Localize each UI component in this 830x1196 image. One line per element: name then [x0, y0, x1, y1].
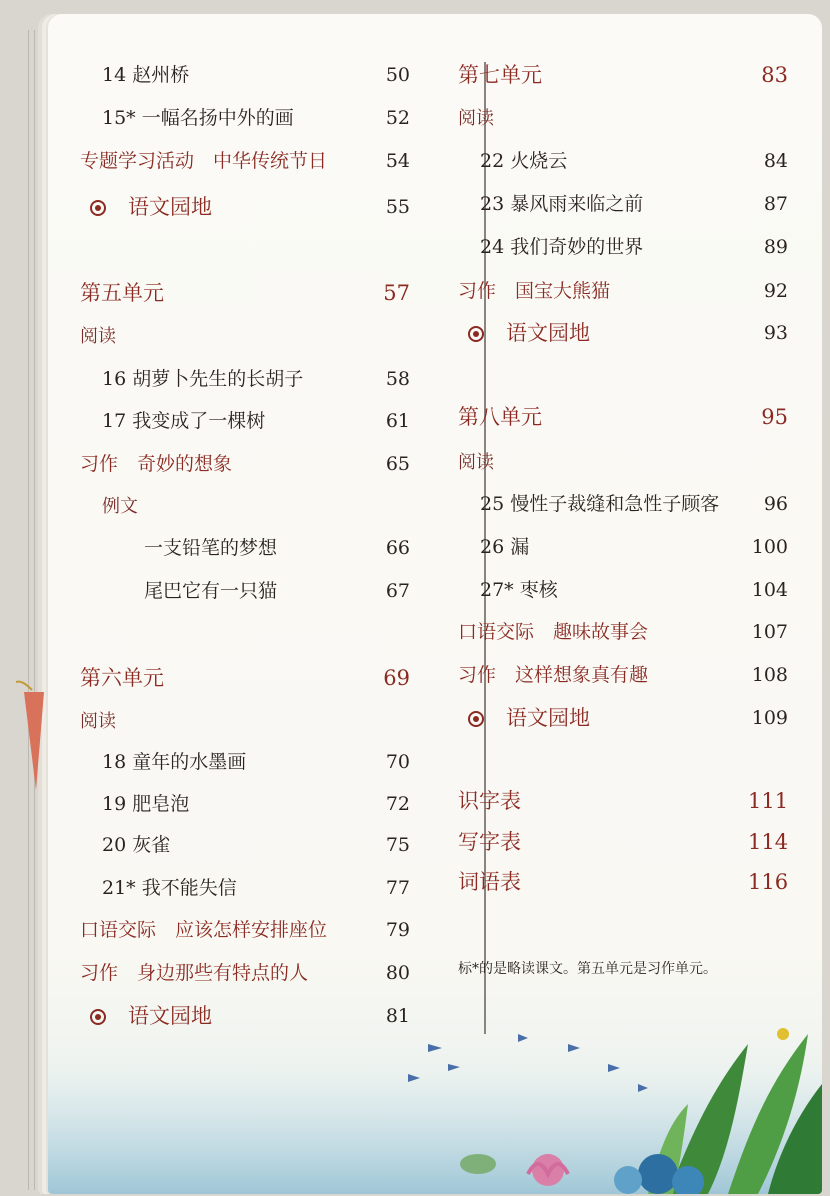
leader-dots: [548, 404, 744, 430]
entry-label: 语文园地: [506, 706, 590, 730]
leader-dots: [527, 788, 744, 814]
leader-dots: [195, 791, 366, 817]
leader-dots: [548, 62, 744, 88]
sea-plants-fish-illustration: [48, 1004, 822, 1194]
toc-entry[interactable]: [102, 366, 410, 392]
leader-dots: [283, 535, 366, 561]
leader-dots: [596, 320, 744, 346]
toc-entry[interactable]: [102, 791, 410, 817]
toc-entry[interactable]: [480, 234, 788, 260]
page-number: 111: [748, 789, 789, 813]
page-number: 66: [385, 537, 410, 559]
entry-label: 阅读: [458, 108, 494, 129]
entry-label: 26 漏: [480, 536, 530, 558]
leader-dots: [616, 278, 744, 304]
circle-target-icon: [468, 326, 484, 342]
page-number: 109: [751, 707, 788, 729]
page-number: 93: [763, 322, 788, 344]
entry-label: 阅读: [80, 711, 116, 732]
leader-dots: [333, 917, 366, 943]
page-number: 92: [763, 280, 788, 302]
leader-dots: [654, 619, 744, 645]
page-number: 87: [763, 193, 788, 215]
page-number: 116: [748, 870, 789, 894]
entry-label: 语文园地: [506, 321, 590, 345]
toc-entry[interactable]: [102, 749, 410, 775]
page-number: 61: [385, 410, 410, 432]
page-number: 108: [751, 664, 788, 686]
entry-label: 口语交际 趣味故事会: [458, 621, 649, 643]
section-heading: [458, 104, 788, 130]
leader-dots: [238, 451, 366, 477]
entry-label: 24 我们奇妙的世界: [480, 236, 644, 258]
entry-label: 习作 奇妙的想象: [80, 453, 233, 475]
leader-dots: [176, 832, 366, 858]
toc-entry[interactable]: [102, 62, 410, 88]
entry-label: 27* 枣核: [480, 579, 558, 601]
entry-label: 21* 我不能失信: [102, 877, 237, 899]
toc-entry[interactable]: [102, 105, 410, 131]
contents-page: [48, 14, 822, 1194]
leader-dots: [271, 408, 366, 434]
toc-entry[interactable]: [458, 619, 788, 645]
toc-entry[interactable]: [468, 320, 788, 347]
page-number: 95: [761, 405, 788, 429]
unit-title[interactable]: [458, 869, 788, 895]
leader-dots: [252, 749, 366, 775]
page-number: 72: [385, 793, 410, 815]
leader-dots: [170, 665, 366, 691]
page-number: 83: [761, 63, 788, 87]
leader-dots: [564, 577, 744, 603]
entry-label: 口语交际 应该怎样安排座位: [80, 919, 328, 941]
entry-label: 一支铅笔的梦想: [144, 537, 278, 559]
page-number: 50: [385, 64, 410, 86]
toc-entry[interactable]: [80, 148, 410, 174]
leader-dots: [527, 829, 744, 855]
leader-dots: [573, 148, 744, 174]
section-heading: [80, 707, 410, 733]
page-number: 77: [385, 877, 410, 899]
entry-label: 习作 身边那些有特点的人: [80, 962, 309, 984]
page-number: 52: [385, 107, 410, 129]
toc-entry[interactable]: [458, 278, 788, 304]
toc-entry[interactable]: [468, 705, 788, 732]
leader-dots: [314, 960, 366, 986]
toc-entry[interactable]: [80, 451, 410, 477]
page-number: 114: [748, 830, 789, 854]
leader-dots: [300, 105, 366, 131]
bookmark-tassel-icon: [14, 680, 44, 800]
page-number: 70: [385, 751, 410, 773]
toc-entry[interactable]: [480, 534, 788, 560]
entry-label: 14 赵州桥: [102, 64, 190, 86]
entry-label: 25 慢性子裁缝和急性子顾客: [480, 493, 720, 515]
entry-label: 语文园地: [128, 1004, 212, 1028]
page-number: 80: [385, 962, 410, 984]
toc-entry[interactable]: [458, 662, 788, 688]
entry-label: 识字表: [458, 789, 521, 813]
page-number: 54: [385, 150, 410, 172]
entry-label: 22 火烧云: [480, 150, 568, 172]
page-number: 67: [385, 580, 410, 602]
entry-label: 阅读: [458, 452, 494, 473]
page-number: 81: [385, 1005, 410, 1027]
leader-dots: [649, 191, 744, 217]
page-number: 79: [385, 919, 410, 941]
section-heading: [458, 448, 788, 474]
leader-dots: [170, 280, 366, 306]
entry-label: 23 暴风雨来临之前: [480, 193, 644, 215]
toc-entry[interactable]: [102, 832, 410, 858]
leader-dots: [283, 578, 366, 604]
entry-label: 专题学习活动 中华传统节日: [80, 150, 328, 172]
entry-label: 第五单元: [80, 281, 164, 305]
footnote: 标*的是略读课文。第五单元是习作单元。: [458, 961, 717, 977]
entry-label: 16 胡萝卜先生的长胡子: [102, 368, 304, 390]
unit-title[interactable]: [458, 788, 788, 814]
entry-label: 尾巴它有一只猫: [144, 580, 278, 602]
toc-entry[interactable]: [480, 191, 788, 217]
leader-dots: [309, 366, 366, 392]
entry-label: 18 童年的水墨画: [102, 751, 247, 773]
page-number: 84: [763, 150, 788, 172]
entry-label: 习作 这样想象真有趣: [458, 664, 649, 686]
entry-label: 词语表: [458, 870, 521, 894]
toc-entry[interactable]: [90, 194, 410, 221]
circle-target-icon: [90, 200, 106, 216]
toc-entry[interactable]: [480, 148, 788, 174]
leader-dots: [333, 148, 366, 174]
toc-entry[interactable]: [480, 491, 788, 517]
page-number: 55: [385, 196, 410, 218]
page-number: 89: [763, 236, 788, 258]
entry-label: 17 我变成了一棵树: [102, 410, 266, 432]
entry-label: 第八单元: [458, 405, 542, 429]
page-number: 57: [383, 281, 410, 305]
toc-entry[interactable]: [144, 535, 410, 561]
page-number: 107: [751, 621, 788, 643]
leader-dots: [649, 234, 744, 260]
leader-dots: [243, 875, 366, 901]
leader-dots: [535, 534, 744, 560]
leader-dots: [596, 705, 744, 731]
page-number: 65: [385, 453, 410, 475]
entry-label: 第七单元: [458, 63, 542, 87]
entry-label: 习作 国宝大熊猫: [458, 280, 611, 302]
entry-label: 19 肥皂泡: [102, 793, 190, 815]
toc-entry[interactable]: [80, 917, 410, 943]
entry-label: 写字表: [458, 830, 521, 854]
entry-label: 阅读: [80, 326, 116, 347]
circle-target-icon: [468, 711, 484, 727]
section-heading: [102, 492, 410, 518]
leader-dots: [527, 869, 744, 895]
leader-dots: [195, 62, 366, 88]
unit-title[interactable]: [458, 62, 788, 88]
leader-dots: [725, 491, 744, 517]
entry-label: 例文: [102, 496, 138, 517]
page-number: 69: [383, 666, 410, 690]
leader-dots: [218, 194, 366, 220]
entry-label: 20 灰雀: [102, 834, 171, 856]
unit-title[interactable]: [80, 280, 410, 306]
toc-entry[interactable]: [102, 408, 410, 434]
page-number: 75: [385, 834, 410, 856]
page-number: 58: [385, 368, 410, 390]
entry-label: 15* 一幅名扬中外的画: [102, 107, 294, 129]
unit-title[interactable]: [80, 665, 410, 691]
page-number: 100: [751, 536, 788, 558]
toc-entry[interactable]: [480, 577, 788, 603]
toc-entry[interactable]: [102, 875, 410, 901]
toc-entry[interactable]: [144, 578, 410, 604]
section-heading: [80, 322, 410, 348]
unit-title[interactable]: [458, 829, 788, 855]
unit-title[interactable]: [458, 404, 788, 430]
page-number: 104: [751, 579, 788, 601]
entry-label: 第六单元: [80, 666, 164, 690]
toc-entry[interactable]: [80, 960, 410, 986]
page-number: 96: [763, 493, 788, 515]
entry-label: 语文园地: [128, 195, 212, 219]
leader-dots: [654, 662, 744, 688]
